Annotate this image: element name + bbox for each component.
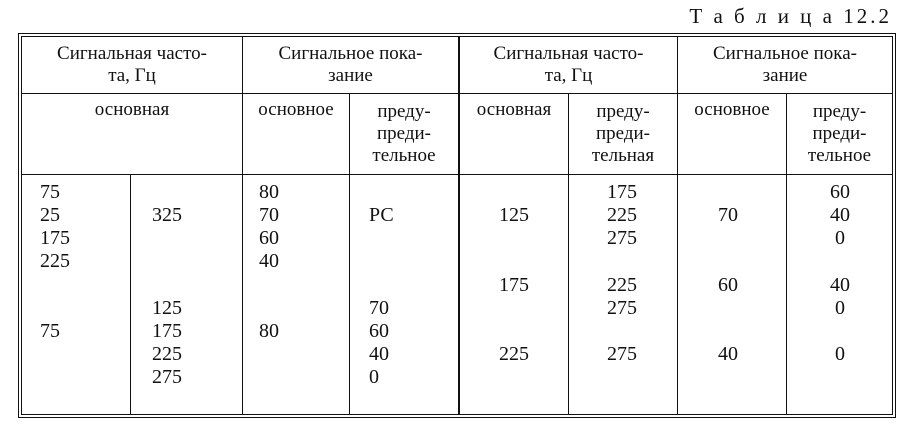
col2-values: 125 175 225 275 <box>152 297 182 388</box>
col4-values: 70 60 40 0 <box>369 297 389 388</box>
subheader-main-frequency-2: основная <box>476 99 552 120</box>
row-divider <box>22 93 892 94</box>
row-divider <box>22 174 892 175</box>
col4-value: РС <box>369 204 394 226</box>
col6-value: 275 <box>607 343 637 365</box>
header-signal-frequency-2: Сигнальная часто- та, Гц <box>493 43 644 86</box>
header-signal-indication-2: Сигнальное пока- зание <box>712 43 857 86</box>
col8-value: 0 <box>835 343 845 365</box>
subheader-main-indication: основное <box>258 99 334 120</box>
header-signal-frequency: Сигнальная часто- та, Гц <box>57 43 207 86</box>
col6-values: 225 275 <box>607 274 637 319</box>
col-divider <box>130 175 131 414</box>
col5-value: 175 <box>499 274 529 296</box>
col5-value: 225 <box>499 343 529 365</box>
col6-values: 175 225 275 <box>607 181 637 249</box>
col8-values: 60 40 0 <box>830 181 850 249</box>
signal-table <box>18 33 896 418</box>
col7-value: 40 <box>718 343 738 365</box>
subheader-warning-frequency: преду- преди- тельная <box>591 101 655 166</box>
col7-value: 60 <box>718 274 738 296</box>
col1-value: 75 <box>40 320 60 342</box>
subheader-warning-indication-2: преду- преди- тельное <box>807 101 872 166</box>
col8-values: 40 0 <box>830 274 850 319</box>
subheader-warning-indication: преду- преди- тельное <box>372 101 436 166</box>
col7-value: 70 <box>718 204 738 226</box>
col2-value: 325 <box>152 204 182 226</box>
col3-values: 80 70 60 40 <box>259 181 279 272</box>
col1-values: 75 25 175 225 <box>40 181 70 272</box>
col5-value: 125 <box>499 204 529 226</box>
header-signal-indication: Сигнальное пока- зание <box>278 43 423 86</box>
subheader-main-frequency: основная <box>94 99 170 120</box>
table-caption: Т а б л и ц а 12.2 <box>689 4 892 28</box>
col3-value: 80 <box>259 320 279 342</box>
subheader-main-indication-2: основное <box>694 99 770 120</box>
